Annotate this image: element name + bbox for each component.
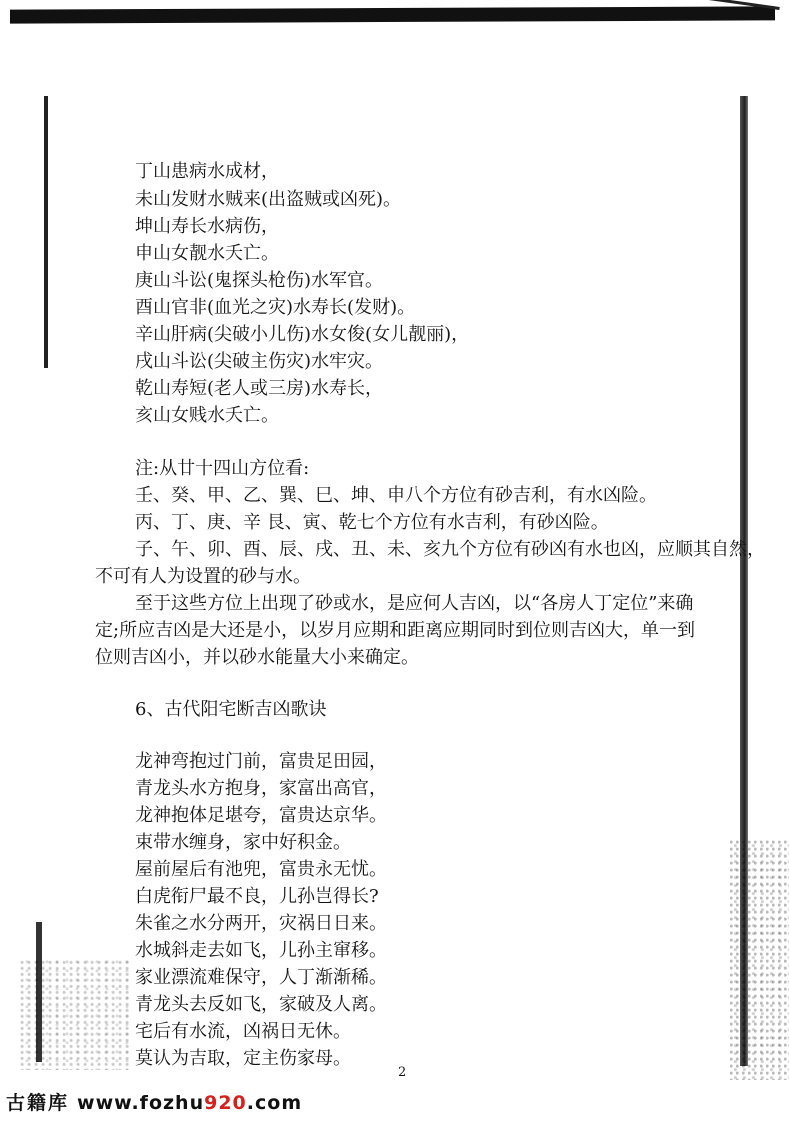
poem-1-line: 庚山斗讼(鬼探头枪伤)水军官。 [135, 270, 384, 291]
watermark-brand: 古籍库 [6, 1092, 70, 1114]
note-line: 定;所应吉凶是大还是小，以岁月应期和距离应期同时到位则吉凶大，单一到 [95, 620, 696, 641]
poem-1-line: 亥山女贱水夭亡。 [135, 405, 279, 426]
site-watermark [6, 1088, 302, 1116]
poem-1-line: 戌山斗讼(尖破主伤灾)水牢灾。 [135, 351, 384, 372]
watermark-url [77, 1092, 302, 1114]
poem-2-line: 青龙头水方抱身，家富出高官， [135, 778, 387, 799]
note-line: 子、午、卯、酉、辰、戌、丑、未、亥九个方位有砂凶有水也凶，应顺其自然， [135, 539, 765, 560]
poem-2-line: 朱雀之水分两开，灾祸日日来。 [135, 913, 387, 934]
poem-2-line: 龙神抱体足堪夸，富贵达京华。 [135, 805, 387, 826]
poem-1-line: 辛山肝病(尖破小儿伤)水女俊(女儿靓丽)， [135, 324, 470, 345]
poem-1-line: 乾山寿短(老人或三房)水寿长， [135, 378, 384, 399]
poem-1-line: 未山发财水贼来(出盗贼或凶死)。 [135, 189, 402, 210]
poem-2-line: 莫认为吉取，定主伤家母。 [135, 1048, 351, 1069]
note-line: 壬、癸、甲、乙、巽、巳、坤、申八个方位有砂吉利，有水凶险。 [135, 485, 657, 506]
poem-2-line: 家业漂流难保守，人丁渐渐稀。 [135, 967, 387, 988]
poem-2-line: 白虎衔尸最不良，儿孙岂得长? [135, 886, 379, 907]
note-heading: 注:从廿十四山方位看: [135, 458, 310, 479]
note-line: 位则吉凶小，并以砂水能量大小来确定。 [95, 647, 419, 668]
note-line: 至于这些方位上出现了砂或水，是应何人吉凶，以“各房人丁定位”来确 [135, 593, 694, 614]
poem-1-line: 丁山患病水成材， [135, 161, 279, 182]
poem-1-line: 坤山寿长水病伤， [135, 216, 279, 237]
watermark-url-prefix: www.fozhu [77, 1092, 205, 1114]
poem-2-line: 水城斜走去如飞，儿孙主窜移。 [135, 940, 387, 961]
note-line: 不可有人为设置的砂与水。 [95, 566, 311, 587]
poem-2-line: 龙神弯抱过门前，富贵足田园， [135, 751, 387, 772]
poem-2-line: 屋前屋后有池兜，富贵永无忧。 [135, 859, 387, 880]
watermark-url-suffix: .com [246, 1092, 303, 1114]
note-line: 丙、丁、庚、辛 艮、寅、乾七个方位有水吉利，有砂凶险。 [135, 512, 609, 533]
poem-1-line: 酉山官非(血光之灾)水寿长(发财)。 [135, 297, 416, 318]
poem-2-line: 青龙头去反如飞，家破及人离。 [135, 994, 387, 1015]
poem-1-line: 申山女靓水夭亡。 [135, 243, 279, 264]
page-number: 2 [398, 1065, 407, 1080]
poem-2-line: 宅后有水流，凶祸日无休。 [135, 1021, 351, 1042]
poem-2-line: 束带水缠身，家中好积金。 [135, 832, 351, 853]
section-title: 6、古代阳宅断吉凶歌诀 [135, 699, 327, 720]
watermark-url-accent: 920 [204, 1092, 247, 1114]
